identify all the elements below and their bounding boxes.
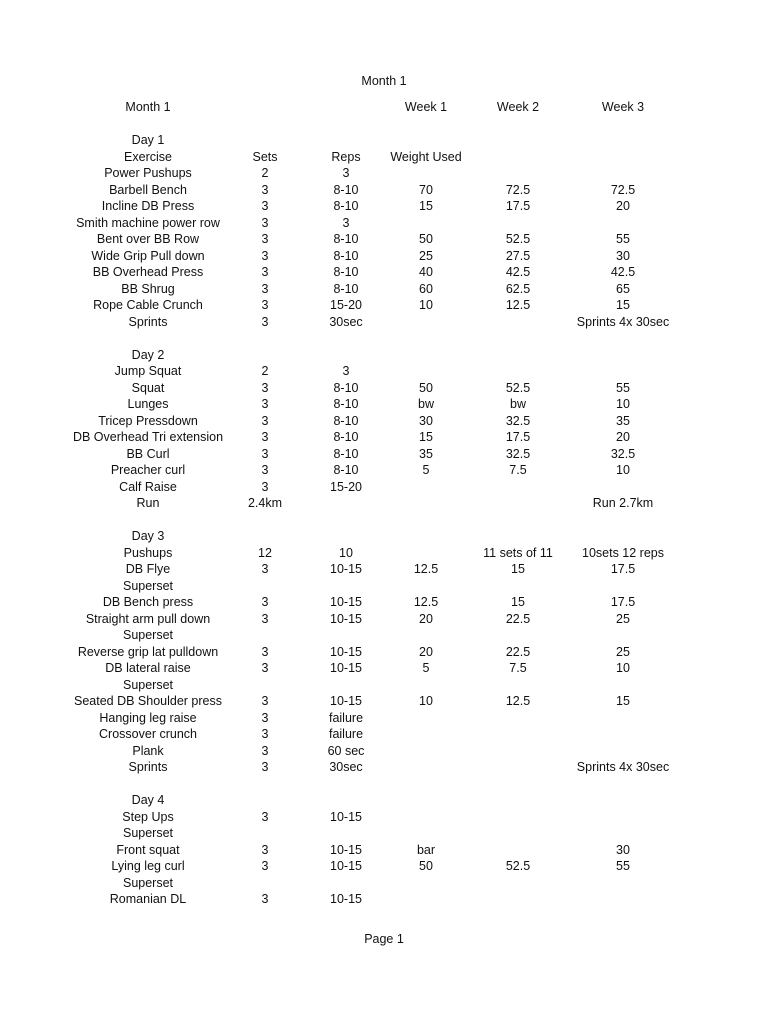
exercise-cell: Superset <box>122 677 174 692</box>
table-row <box>0 182 768 199</box>
sets-cell: 3 <box>261 842 269 857</box>
sets-cell: 2 <box>261 364 269 378</box>
reps-cell: 8-10 <box>333 182 359 197</box>
week1-cell: 10 <box>419 694 433 708</box>
table-row <box>0 248 768 265</box>
week1-cell: 50 <box>419 232 433 246</box>
sets-cell: 3 <box>261 710 269 725</box>
table-row <box>0 660 768 677</box>
reps-cell: 8-10 <box>333 265 359 279</box>
sets-cell: 3 <box>261 430 269 444</box>
sets-cell: 3 <box>261 265 269 279</box>
week3-cell: 15 <box>616 694 630 708</box>
exercise-cell: Rope Cable Crunch <box>93 298 203 312</box>
table-row <box>0 842 768 859</box>
table-row <box>0 710 768 727</box>
exercise-cell: Tricep Pressdown <box>98 413 198 428</box>
exercise-cell: Plank <box>132 743 164 758</box>
week2-cell: 62.5 <box>505 281 531 296</box>
week3-cell: Sprints 4x 30sec <box>576 314 670 329</box>
reps-cell: 10-15 <box>330 842 362 857</box>
sets-cell: 3 <box>261 562 269 576</box>
reps-cell: 10-15 <box>330 661 362 675</box>
week3-cell: 10 <box>616 661 630 675</box>
exercise-cell: Calf Raise <box>119 479 177 494</box>
week1-cell: 20 <box>419 611 433 626</box>
table-row <box>0 215 768 232</box>
week2-cell: 42.5 <box>505 265 531 279</box>
week3-cell: Run 2.7km <box>592 496 654 510</box>
table-row <box>0 149 768 166</box>
sets-cell: 3 <box>261 446 269 461</box>
week1-cell: 12.5 <box>413 595 439 609</box>
sets-cell: 3 <box>261 397 269 411</box>
exercise-cell: Smith machine power row <box>76 215 220 230</box>
exercise-cell: Superset <box>122 875 174 890</box>
table-row <box>0 512 768 529</box>
exercise-cell: Squat <box>131 380 165 395</box>
sets-cell: 12 <box>258 545 272 560</box>
table-row <box>0 413 768 430</box>
reps-cell: 8-10 <box>333 413 359 428</box>
exercise-cell: Day 3 <box>131 529 165 543</box>
week1-cell: 12.5 <box>413 562 439 576</box>
week2-cell: 12.5 <box>505 298 531 312</box>
sets-cell: 3 <box>261 595 269 609</box>
exercise-cell: DB Bench press <box>102 595 194 609</box>
sets-cell: 3 <box>261 809 269 824</box>
week1-cell: 35 <box>419 446 433 461</box>
table-row <box>0 693 768 710</box>
exercise-cell: Exercise <box>124 149 172 164</box>
week2-cell: 22.5 <box>505 611 531 626</box>
exercise-cell: Hanging leg raise <box>99 710 197 725</box>
sets-cell: 3 <box>261 743 269 758</box>
exercise-cell: Lying leg curl <box>111 859 185 873</box>
week1-cell: 30 <box>419 413 433 428</box>
table-row <box>0 561 768 578</box>
table-row <box>0 891 768 908</box>
table-row <box>0 462 768 479</box>
sets-cell: 3 <box>261 232 269 246</box>
week2-cell: 7.5 <box>509 661 527 675</box>
week1-cell: 20 <box>419 644 433 659</box>
exercise-cell: Month 1 <box>125 100 171 114</box>
workout-table <box>0 99 768 908</box>
week2-cell: 15 <box>511 562 525 576</box>
week3-cell: 10 <box>616 397 630 411</box>
week1-cell: Weight Used <box>390 149 462 164</box>
table-row <box>0 198 768 215</box>
reps-cell: 3 <box>342 364 350 378</box>
exercise-cell: Wide Grip Pull down <box>91 248 205 263</box>
exercise-cell: Crossover crunch <box>99 727 197 741</box>
reps-cell: 30sec <box>329 760 363 774</box>
sets-cell: 3 <box>261 248 269 263</box>
sets-cell: 3 <box>261 298 269 312</box>
table-row <box>0 611 768 628</box>
table-row <box>0 627 768 644</box>
exercise-cell: DB Overhead Tri extension <box>72 430 224 444</box>
reps-cell: 10-15 <box>330 562 362 576</box>
week3-cell: 55 <box>616 859 630 873</box>
table-row <box>0 759 768 776</box>
reps-cell: 10-15 <box>330 892 362 906</box>
exercise-cell: Barbell Bench <box>109 182 187 197</box>
table-row <box>0 99 768 116</box>
reps-cell: 10-15 <box>330 644 362 659</box>
table-row <box>0 132 768 149</box>
week3-cell: 65 <box>616 281 630 296</box>
sets-cell: 3 <box>261 694 269 708</box>
reps-cell: 10 <box>339 545 353 560</box>
table-row <box>0 726 768 743</box>
table-row <box>0 281 768 298</box>
exercise-cell: Preacher curl <box>110 463 186 477</box>
table-row <box>0 825 768 842</box>
week3-cell: 10sets 12 reps <box>582 545 664 560</box>
reps-cell: 8-10 <box>333 232 359 246</box>
table-row <box>0 116 768 133</box>
exercise-cell: Jump Squat <box>114 364 182 378</box>
reps-cell: 3 <box>342 215 350 230</box>
sets-cell: 3 <box>261 611 269 626</box>
week1-cell: 50 <box>419 859 433 873</box>
week3-cell: 72.5 <box>610 182 636 197</box>
week2-cell: 52.5 <box>505 859 531 873</box>
week2-cell: 72.5 <box>505 182 531 197</box>
week1-cell: 60 <box>419 281 433 296</box>
exercise-cell: Superset <box>122 826 174 840</box>
sets-cell: 3 <box>261 644 269 659</box>
sets-cell: 3 <box>261 182 269 197</box>
exercise-cell: Day 4 <box>131 793 165 807</box>
exercise-cell: Straight arm pull down <box>85 611 211 626</box>
exercise-cell: DB Flye <box>125 562 171 576</box>
reps-cell: 10-15 <box>330 611 362 626</box>
week2-cell: Week 2 <box>496 100 540 114</box>
week3-cell: Sprints 4x 30sec <box>576 760 670 774</box>
reps-cell: 8-10 <box>333 430 359 444</box>
exercise-cell: Day 2 <box>131 347 165 362</box>
week3-cell: 55 <box>616 380 630 395</box>
table-row <box>0 479 768 496</box>
sets-cell: 3 <box>261 727 269 741</box>
table-row <box>0 858 768 875</box>
sets-cell: 3 <box>261 281 269 296</box>
table-row <box>0 495 768 512</box>
reps-cell: 10-15 <box>330 595 362 609</box>
week2-cell: 17.5 <box>505 430 531 444</box>
reps-cell: 8-10 <box>333 397 359 411</box>
week2-cell: 7.5 <box>509 463 527 477</box>
week2-cell: 11 sets of 11 <box>483 545 553 560</box>
table-row <box>0 776 768 793</box>
reps-cell: 8-10 <box>333 463 359 477</box>
exercise-cell: BB Overhead Press <box>92 265 204 279</box>
week3-cell: 15 <box>616 298 630 312</box>
week3-cell: 17.5 <box>610 595 636 609</box>
exercise-cell: BB Curl <box>126 446 170 461</box>
exercise-cell: Pushups <box>123 545 173 560</box>
reps-cell: 10-15 <box>330 809 362 824</box>
exercise-cell: Superset <box>122 578 174 593</box>
sets-cell: Sets <box>252 149 278 164</box>
table-row <box>0 330 768 347</box>
reps-cell: 8-10 <box>333 380 359 395</box>
table-row <box>0 380 768 397</box>
sets-cell: 3 <box>261 463 269 477</box>
exercise-cell: BB Shrug <box>121 281 175 296</box>
exercise-cell: Lunges <box>127 397 169 411</box>
table-row <box>0 545 768 562</box>
week3-cell: 42.5 <box>610 265 636 279</box>
sets-cell: 2 <box>261 166 269 180</box>
week2-cell: 32.5 <box>505 446 531 461</box>
week1-cell: 50 <box>419 380 433 395</box>
table-row <box>0 231 768 248</box>
sets-cell: 3 <box>261 215 269 230</box>
table-row <box>0 165 768 182</box>
table-row <box>0 644 768 661</box>
exercise-cell: Step Ups <box>122 809 174 824</box>
exercise-cell: Romanian DL <box>109 892 187 906</box>
week1-cell: 25 <box>419 248 433 263</box>
sets-cell: 3 <box>261 859 269 873</box>
week3-cell: 20 <box>616 199 630 213</box>
table-row <box>0 875 768 892</box>
week1-cell: 5 <box>422 463 430 477</box>
reps-cell: 10-15 <box>330 859 362 873</box>
table-row <box>0 677 768 694</box>
week1-cell: 15 <box>419 199 433 213</box>
sets-cell: 3 <box>261 199 269 213</box>
reps-cell: 10-15 <box>330 694 362 708</box>
week3-cell: 32.5 <box>610 446 636 461</box>
week1-cell: 40 <box>419 265 433 279</box>
page-footer: Page 1 <box>364 932 404 946</box>
exercise-cell: Bent over BB Row <box>96 232 200 246</box>
week3-cell: 25 <box>616 644 630 659</box>
exercise-cell: Day 1 <box>131 133 165 147</box>
sets-cell: 3 <box>261 661 269 675</box>
reps-cell: failure <box>328 710 364 725</box>
table-row <box>0 314 768 331</box>
week2-cell: 32.5 <box>505 413 531 428</box>
table-row <box>0 429 768 446</box>
exercise-cell: Reverse grip lat pulldown <box>77 644 219 659</box>
reps-cell: 15-20 <box>330 479 362 494</box>
table-row <box>0 396 768 413</box>
sets-cell: 2.4km <box>247 496 283 510</box>
week3-cell: 30 <box>616 842 630 857</box>
table-row <box>0 347 768 364</box>
table-row <box>0 264 768 281</box>
sets-cell: 3 <box>261 479 269 494</box>
week1-cell: 5 <box>422 661 430 675</box>
table-row <box>0 578 768 595</box>
table-row <box>0 363 768 380</box>
reps-cell: 8-10 <box>333 199 359 213</box>
sets-cell: 3 <box>261 413 269 428</box>
exercise-cell: Sprints <box>128 760 168 774</box>
table-row <box>0 809 768 826</box>
week2-cell: 12.5 <box>505 694 531 708</box>
table-row <box>0 297 768 314</box>
week1-cell: bw <box>418 397 434 411</box>
week1-cell: 70 <box>419 182 433 197</box>
exercise-cell: Seated DB Shoulder press <box>73 694 223 708</box>
week1-cell: 10 <box>419 298 433 312</box>
reps-cell: 30sec <box>329 314 363 329</box>
table-row <box>0 446 768 463</box>
week3-cell: 30 <box>616 248 630 263</box>
reps-cell: failure <box>328 727 364 741</box>
week3-cell: 17.5 <box>610 562 636 576</box>
exercise-cell: Run <box>136 496 160 510</box>
exercise-cell: DB lateral raise <box>105 661 191 675</box>
sets-cell: 3 <box>261 760 269 774</box>
sets-cell: 3 <box>261 380 269 395</box>
week3-cell: 55 <box>616 232 630 246</box>
week1-cell: Week 1 <box>404 100 448 114</box>
reps-cell: Reps <box>331 149 361 164</box>
reps-cell: 8-10 <box>333 281 359 296</box>
week3-cell: 25 <box>616 611 630 626</box>
week2-cell: bw <box>510 397 526 411</box>
week2-cell: 17.5 <box>505 199 531 213</box>
reps-cell: 3 <box>342 166 350 180</box>
table-row <box>0 743 768 760</box>
week2-cell: 15 <box>511 595 525 609</box>
exercise-cell: Incline DB Press <box>101 199 195 213</box>
week1-cell: 15 <box>419 430 433 444</box>
week3-cell: Week 3 <box>601 100 645 114</box>
reps-cell: 60 sec <box>327 743 365 758</box>
exercise-cell: Front squat <box>116 842 180 857</box>
exercise-cell: Power Pushups <box>104 166 192 180</box>
week1-cell: bar <box>416 842 436 857</box>
week2-cell: 22.5 <box>505 644 531 659</box>
sets-cell: 3 <box>261 892 269 906</box>
week3-cell: 10 <box>616 463 630 477</box>
table-row <box>0 528 768 545</box>
table-row <box>0 792 768 809</box>
week2-cell: 52.5 <box>505 380 531 395</box>
reps-cell: 8-10 <box>333 446 359 461</box>
week3-cell: 35 <box>616 413 630 428</box>
week2-cell: 27.5 <box>505 248 531 263</box>
reps-cell: 8-10 <box>333 248 359 263</box>
exercise-cell: Superset <box>122 628 174 642</box>
table-row <box>0 594 768 611</box>
week2-cell: 52.5 <box>505 232 531 246</box>
page-header: Month 1 <box>361 74 407 88</box>
week3-cell: 20 <box>616 430 630 444</box>
exercise-cell: Sprints <box>128 314 168 329</box>
sets-cell: 3 <box>261 314 269 329</box>
reps-cell: 15-20 <box>330 298 362 312</box>
